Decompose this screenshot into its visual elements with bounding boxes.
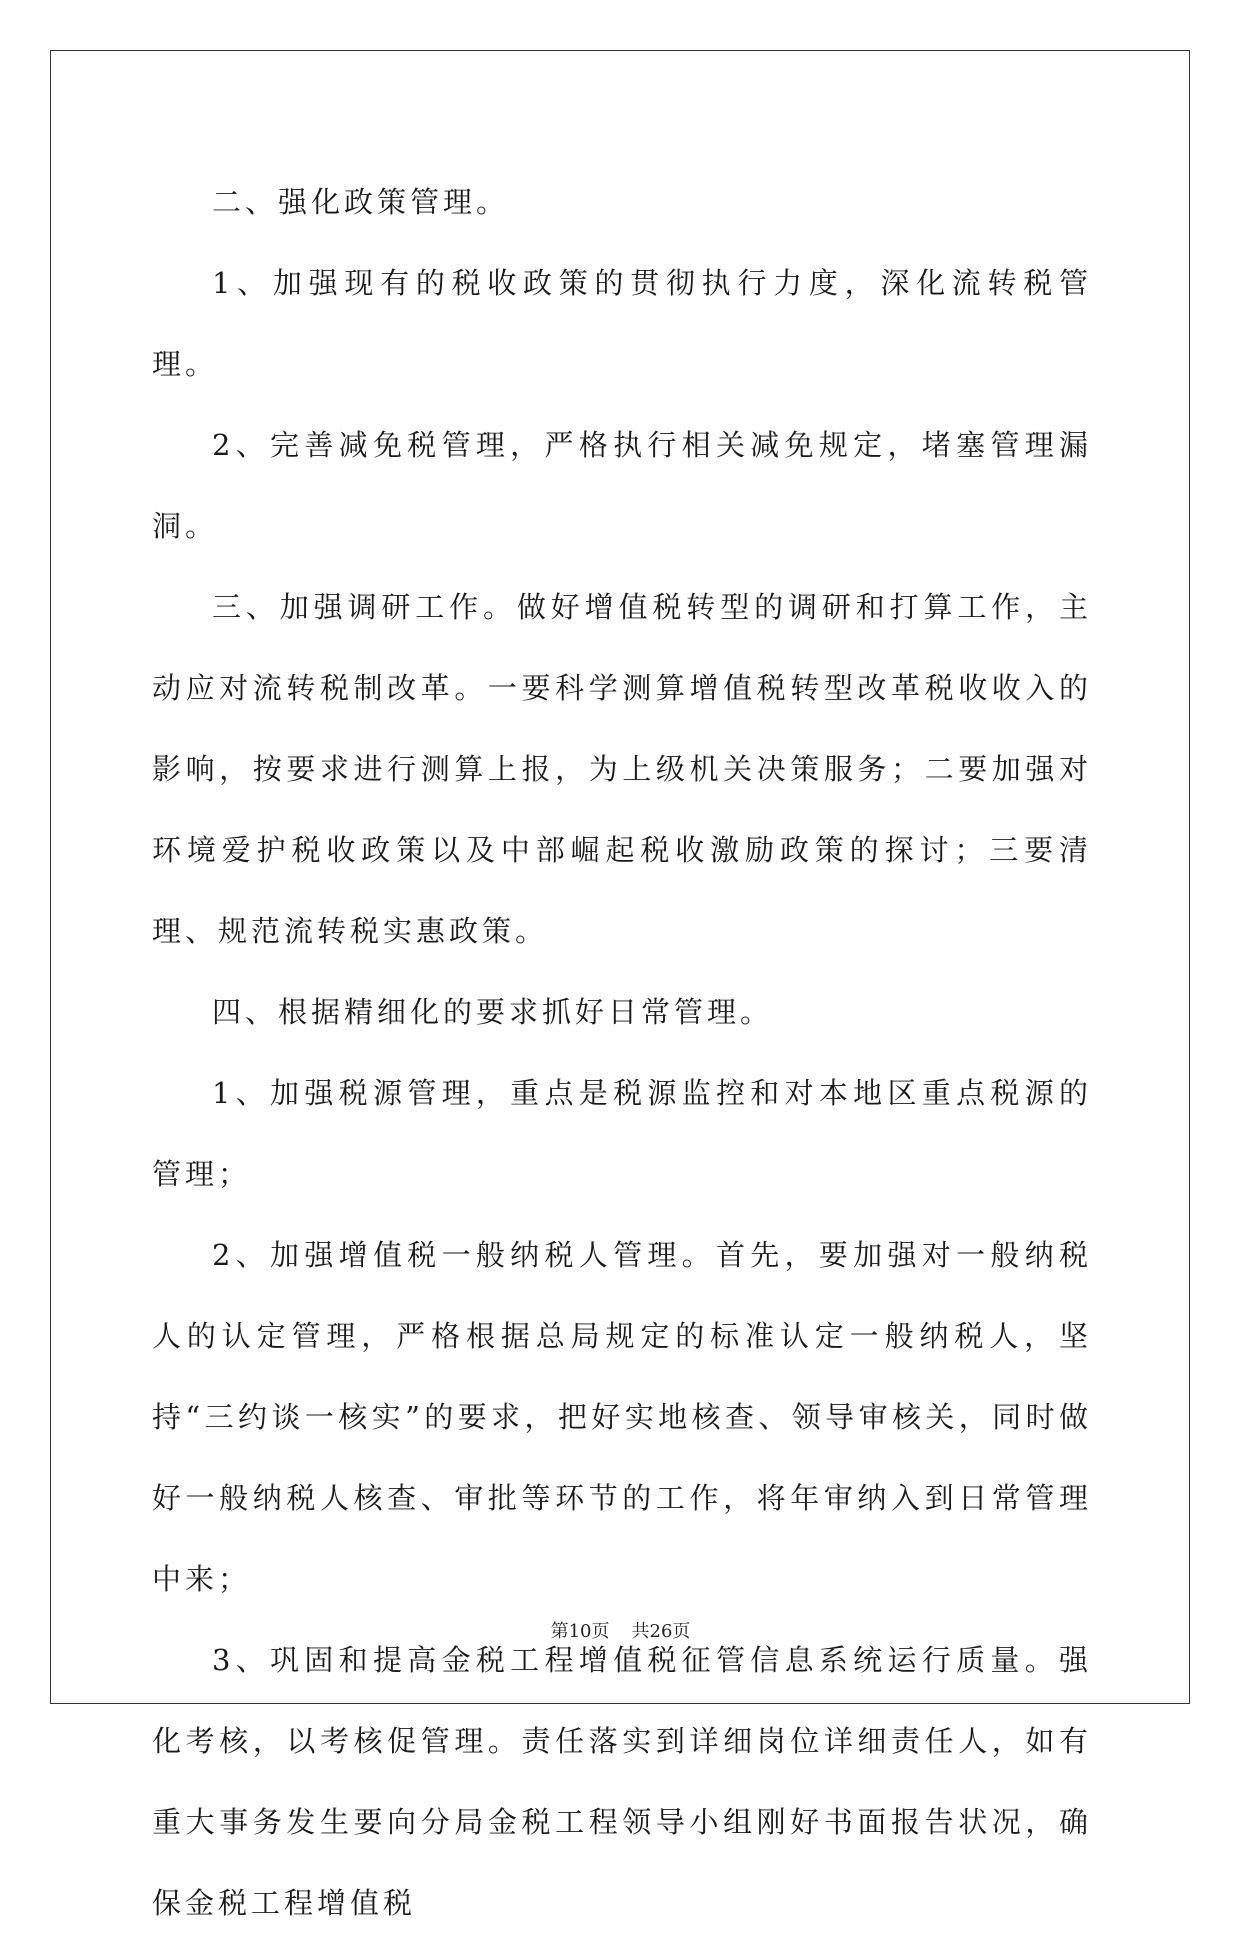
paragraph-item-2-2: 2、完善减免税管理，严格执行相关减免规定，堵塞管理漏洞。	[152, 428, 1092, 543]
page-total: 共26页	[631, 1621, 691, 1642]
document-body	[152, 162, 1092, 1944]
paragraph-section-2-heading: 二、强化政策管理。	[212, 185, 510, 219]
paragraph-section-4-heading: 四、根据精细化的要求抓好日常管理。	[212, 995, 774, 1029]
paragraph-item-4-2: 2、加强增值税一般纳税人管理。首先，要加强对一般纳税人的认定管理，严格根据总局规定的标准认定一般纳税人，坚持“三约谈一核实”的要求，把好实地核查、领导审核关，同时做好一般纳税人核查、审批等环节的工作，将年审纳入到日常管理中来；	[152, 1238, 1092, 1596]
page-footer	[0, 1620, 1241, 1644]
paragraph-item-2-1: 1、加强现有的税收政策的贯彻执行力度，深化流转税管理。	[152, 266, 1092, 381]
paragraph-section-3: 三、加强调研工作。做好增值税转型的调研和打算工作，主动应对流转税制改革。一要科学测算增值税转型改革税收收入的影响，按要求进行测算上报，为上级机关决策服务；二要加强对环境爱护税收政策以及中部崛起税收激励政策的探讨；三要清理、规范流转税实惠政策。	[152, 590, 1092, 948]
paragraph-item-4-1: 1、加强税源管理，重点是税源监控和对本地区重点税源的管理；	[152, 1076, 1092, 1191]
paragraph-item-4-3: 3、巩固和提高金税工程增值税征管信息系统运行质量。强化考核，以考核促管理。责任落实到详细岗位详细责任人，如有重大事务发生要向分局金税工程领导小组刚好书面报告状况，确保金税工程增值税	[152, 1643, 1092, 1920]
page-number: 第10页	[550, 1621, 610, 1642]
